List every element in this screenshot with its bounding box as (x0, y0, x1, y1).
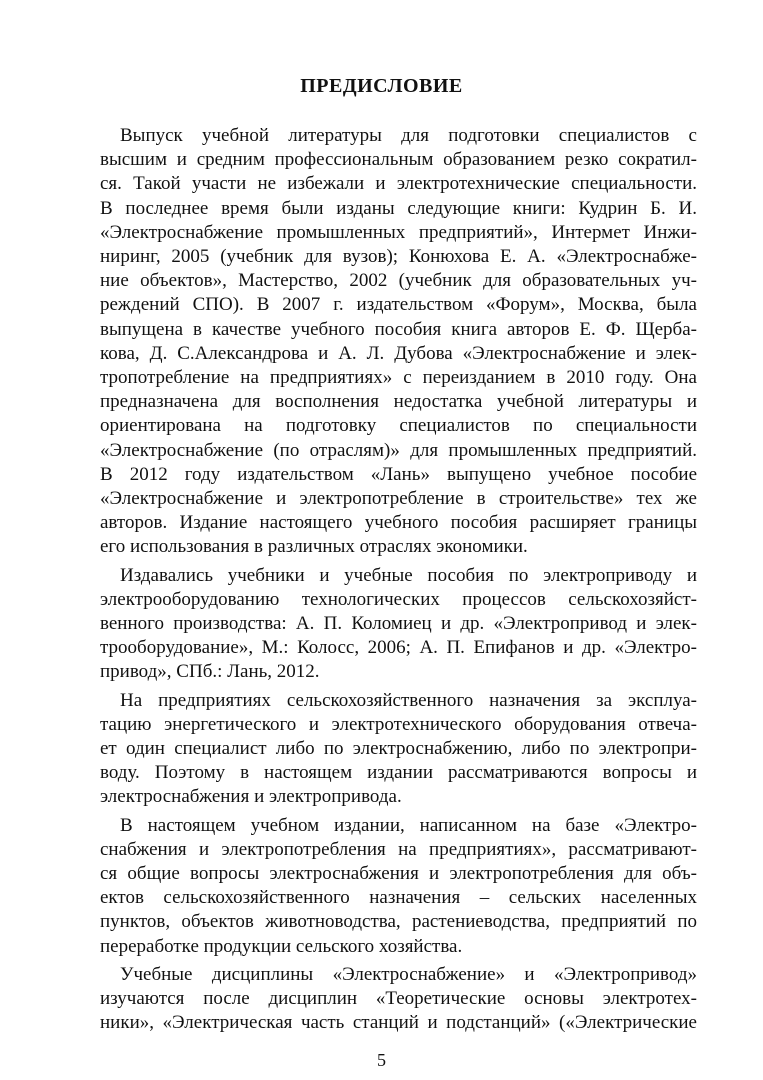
text-line: ниринг, 2005 (учебник для вузов); Конюхова Е. А. «Электроснабже- (100, 246, 697, 267)
text-line: предназначена для восполнения недостатка учебной литературы и (100, 391, 697, 413)
text-line: «Электроснабжение (по отраслям)» для промышленных предприятий. (100, 439, 697, 461)
text-line: выпущена в качестве учебного пособия книга авторов Е. Ф. Щерба- (100, 318, 697, 340)
page-number: 5 (377, 1050, 386, 1070)
text-line: На предприятиях сельскохозяйственного назначения за эксплуа- (120, 689, 697, 711)
text-line: ники», «Электрическая часть станций и подстанций» («Электрические (100, 1012, 697, 1034)
text-line: привод», СПб.: Лань, 2012. (100, 661, 320, 683)
text-line: Издавались учебники и учебные пособия по электроприводу и (120, 564, 697, 586)
text-line: ние объектов», Мастерство, 2002 (учебник для образовательных уч- (100, 270, 697, 292)
text-line: авторов. Издание настоящего учебного пособия расширяет границы (100, 512, 697, 534)
text-line: Учебные дисциплины «Электроснабжение» и «Электропривод» (120, 963, 697, 985)
text-line: ся общие вопросы электроснабжения и электропотребления для объ- (100, 863, 697, 884)
text-line: кова, Д. С.Александрова и А. Л. Дубова «Электроснабжение и элек- (100, 342, 697, 364)
text-line: В 2012 году издательством «Лань» выпущено учебное пособие (100, 463, 697, 485)
text-line: тацию энергетического и электротехнического оборудования отвеча- (100, 713, 697, 735)
text-line: Выпуск учебной литературы для подготовки специалистов с (120, 125, 697, 146)
text-line: трооборудование», М.: Колосс, 2006; А. П. Епифанов и др. «Электро- (100, 637, 697, 659)
text-line: высшим и средним профессиональным образованием резко сократил- (100, 149, 697, 171)
text-line: снабжения и электропотребления на предприятиях», рассматривают- (100, 838, 697, 860)
text-line: его использования в различных отраслях экономики. (100, 536, 528, 558)
text-line: венного производства: А. П. Коломиец и др. «Электропривод и элек- (100, 613, 697, 634)
text-line: электроснабжения и электропривода. (100, 786, 402, 808)
text-line: пунктов, объектов животноводства, растениеводства, предприятий по (100, 911, 697, 933)
text-line: ориентирована на подготовку специалистов по специальности (100, 415, 697, 437)
text-line: В последнее время были изданы следующие книги: Кудрин Б. И. (100, 197, 697, 219)
text-line: «Электроснабжение и электропотребление в строительстве» тех же (100, 488, 697, 509)
text-line: воду. Поэтому в настоящем издании рассматриваются вопросы и (100, 762, 697, 784)
text-line: В настоящем учебном издании, написанном на базе «Электро- (120, 814, 697, 836)
text-line: ся. Такой участи не избежали и электротехнические специальности. (100, 173, 697, 195)
page-title: ПРЕДИСЛОВИЕ (300, 75, 463, 97)
text-line: ектов сельскохозяйственного назначения – сельских населенных (100, 887, 697, 909)
text-line: тропотребление на предприятиях» с переизданием в 2010 году. Она (100, 367, 697, 388)
text-line: ет один специалист либо по электроснабжению, либо по электропри- (100, 738, 697, 759)
text-line: электрооборудованию технологических процессов сельскохозяйст- (100, 588, 697, 610)
text-line: реждений СПО). В 2007 г. издательством «Форум», Москва, была (100, 294, 697, 316)
text-line: «Электроснабжение промышленных предприятий», Интермет Инжи- (100, 221, 697, 243)
text-line: переработке продукции сельского хозяйства. (100, 935, 463, 957)
text-line: изучаются после дисциплин «Теоретические основы электротех- (100, 988, 697, 1009)
